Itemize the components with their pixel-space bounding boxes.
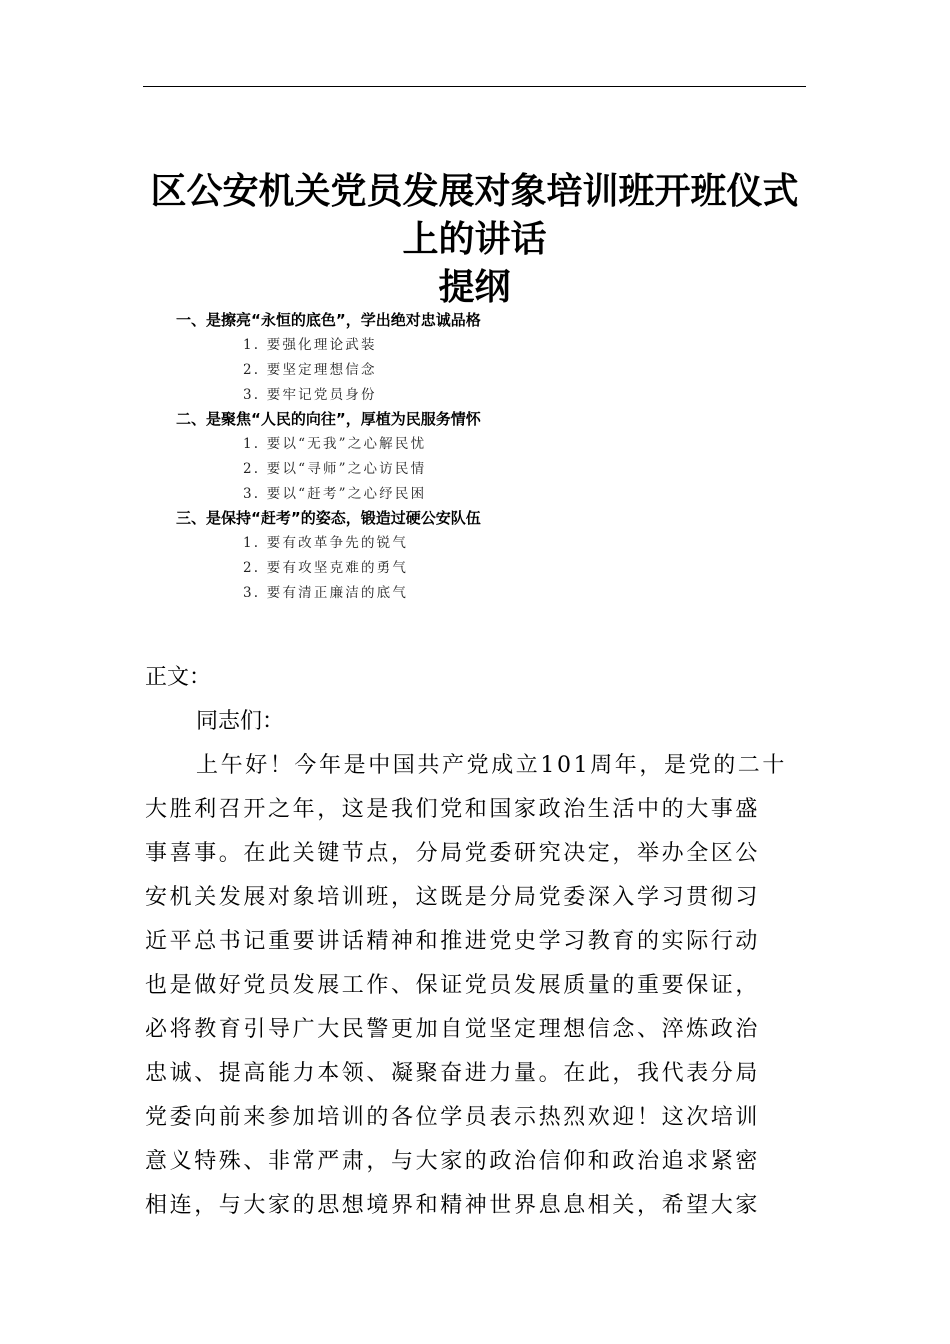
paragraph-line: 事喜事。在此关键节点，分局党委研究决定，举办全区公 (145, 841, 761, 866)
title-line-2: 上的讲话 (402, 219, 547, 260)
title-line-1: 区公安机关党员发展对象培训班开班仪式 (150, 171, 799, 212)
paragraph-line: 意义特殊、非常严肃，与大家的政治信仰和政治追求紧密 (145, 1149, 761, 1174)
salutation: 同志们： (196, 709, 285, 734)
outline-item: 1. 要有改革争先的锐气 (243, 535, 409, 551)
paragraph-line: 必将教育引导广大民警更加自觉坚定理想信念、淬炼政治 (145, 1017, 761, 1042)
paragraph-line: 近平总书记重要讲话精神和推进党史学习教育的实际行动 (145, 929, 761, 954)
paragraph-line: 忠诚、提高能力本领、凝聚奋进力量。在此，我代表分局 (145, 1061, 761, 1086)
outline-section-1: 一、是擦亮“永恒的底色”，学出绝对忠诚品格 (176, 311, 481, 329)
paragraph-line: 党委向前来参加培训的各位学员表示热烈欢迎！这次培训 (145, 1105, 761, 1130)
paragraph-line: 大胜利召开之年，这是我们党和国家政治生活中的大事盛 (145, 797, 761, 822)
paragraph-line: 相连，与大家的思想境界和精神世界息息相关，希望大家 (145, 1193, 761, 1218)
paragraph-line: 安机关发展对象培训班，这既是分局党委深入学习贯彻习 (145, 885, 761, 910)
document-title (143, 168, 806, 312)
outline-item: 1. 要以“无我”之心解民忧 (243, 436, 427, 452)
body-label: 正文： (145, 665, 212, 690)
outline-item: 3. 要有清正廉洁的底气 (243, 585, 409, 601)
header-rule (143, 86, 806, 87)
outline-item: 3. 要牢记党员身份 (243, 387, 377, 403)
outline-item: 3. 要以“赶考”之心纾民困 (243, 486, 427, 502)
outline-section-2: 二、是聚焦“人民的向往”，厚植为民服务情怀 (176, 410, 481, 428)
outline-item: 2. 要以“寻师”之心访民情 (243, 461, 427, 477)
title-line-3: 提纲 (438, 267, 511, 308)
outline-item: 1. 要强化理论武装 (243, 337, 377, 353)
paragraph-line: 也是做好党员发展工作、保证党员发展质量的重要保证， (145, 973, 761, 998)
outline-section-3: 三、是保持“赶考”的姿态，锻造过硬公安队伍 (176, 509, 481, 527)
outline-item: 2. 要坚定理想信念 (243, 362, 377, 378)
paragraph-line: 上午好！今年是中国共产党成立101周年，是党的二十 (196, 753, 787, 778)
outline-item: 2. 要有攻坚克难的勇气 (243, 560, 409, 576)
